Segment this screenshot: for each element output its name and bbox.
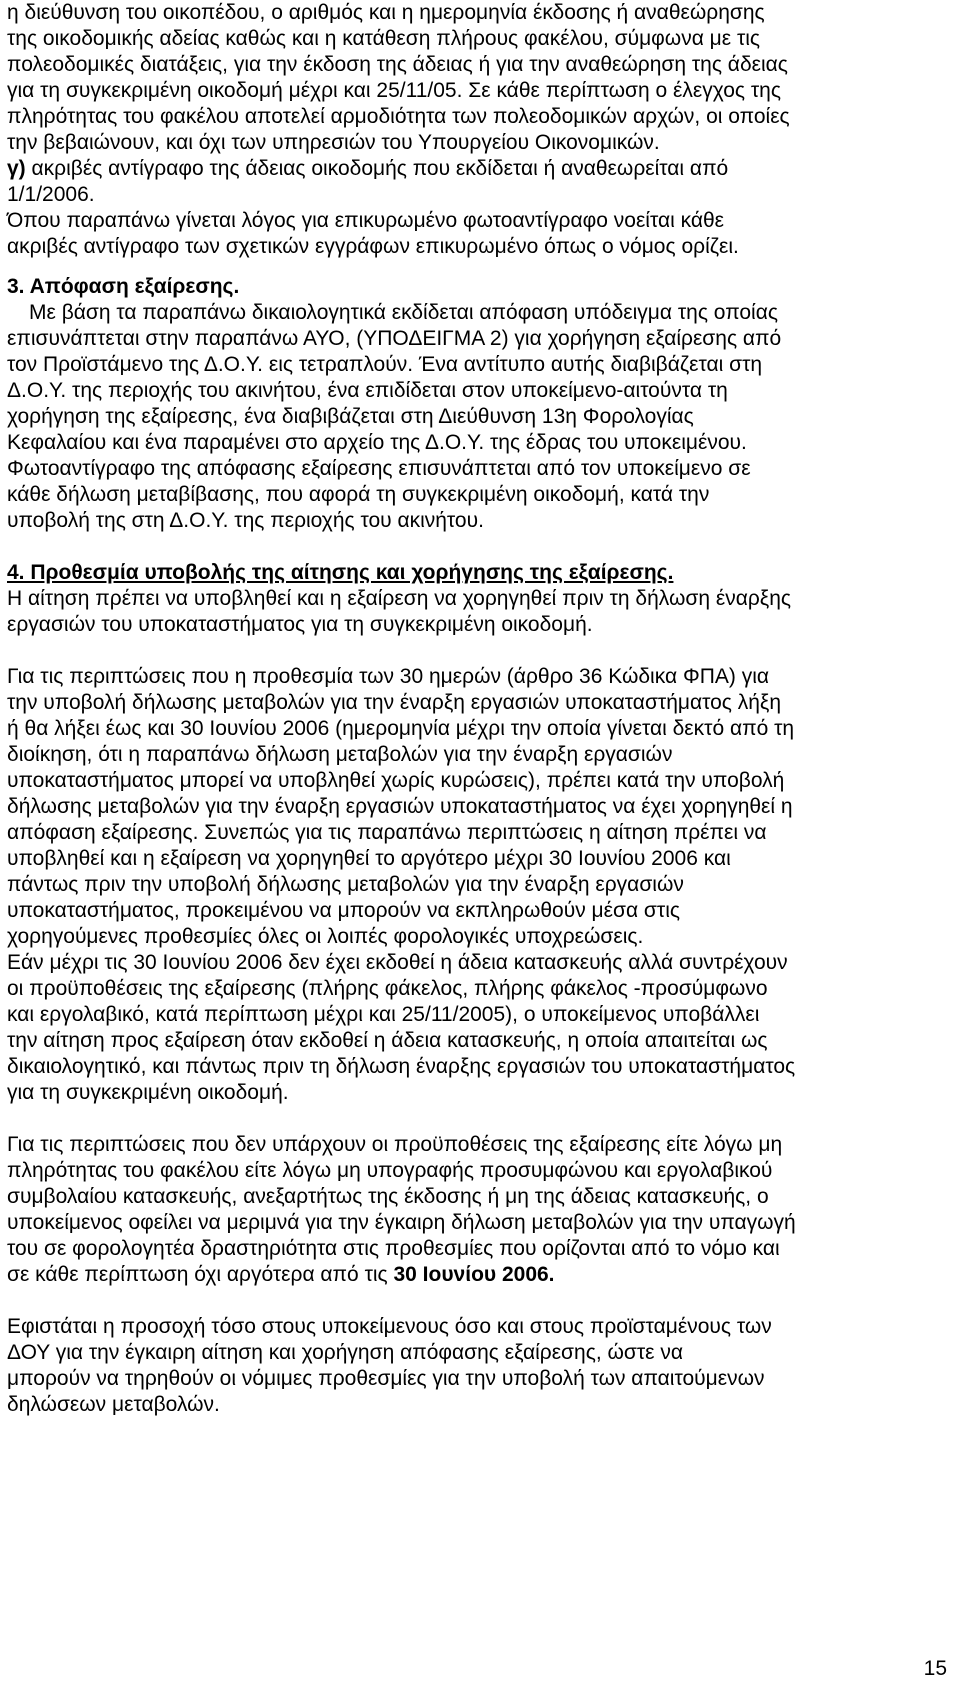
item-g-text: ακριβές αντίγραφο της άδειας οικοδομής που εκδίδεται ή αναθεωρείται από — [25, 157, 729, 180]
text-line: την υποβολή δήλωσης μεταβολών για την έναρξη εργασιών υποκαταστήματος λήξη — [7, 691, 782, 714]
text-line: Κεφαλαίου και ένα παραμένει στο αρχείο της Δ.Ο.Υ. της έδρας του υποκειμένου. — [7, 431, 747, 454]
text-line: οι προϋποθέσεις της εξαίρεσης (πλήρης φάκελος, πλήρης φάκελος -προσύμφωνο — [7, 977, 768, 1000]
text-line: δηλώσεων μεταβολών. — [7, 1393, 220, 1416]
text-line: την αίτηση προς εξαίρεση όταν εκδοθεί η άδεια κατασκευής, η οποία απαιτείται ως — [7, 1029, 768, 1052]
text-line: ακριβές αντίγραφο των σχετικών εγγράφων επικυρωμένο όπως ο νόμος ορίζει. — [7, 235, 739, 258]
text-line: υποκείμενος οφείλει να μεριμνά για την έγκαιρη δήλωση μεταβολών για την υπαγωγή — [7, 1211, 796, 1234]
deadline-30-days-paragraph — [7, 664, 945, 1106]
text-line: εργασιών του υποκαταστήματος για τη συγκεκριμένη οικοδομή. — [7, 613, 593, 636]
no-conditions-paragraph — [7, 1132, 945, 1288]
certified-copy-paragraph — [7, 208, 945, 260]
item-g-label: γ) — [7, 157, 26, 180]
text-line: της οικοδομικής αδείας καθώς και η κατάθεση πλήρους φακέλου, σύμφωνα με τις — [7, 27, 761, 50]
text-line: υποβληθεί και η εξαίρεση να χορηγηθεί το αργότερο μέχρι 30 Ιουνίου 2006 και — [7, 847, 731, 870]
text-line: Με βάση τα παραπάνω δικαιολογητικά εκδίδεται απόφαση υπόδειγμα της οποίας — [29, 301, 778, 324]
text-line: Εάν μέχρι τις 30 Ιουνίου 2006 δεν έχει εκδοθεί η άδεια κατασκευής αλλά συντρέχουν — [7, 951, 788, 974]
text-line: επισυνάπτεται στην παραπάνω ΑΥΟ, (ΥΠΟΔΕΙΓΜΑ 2) για χορήγηση εξαίρεσης από — [7, 327, 782, 350]
text-line: την βεβαιώνουν, και όχι των υπηρεσιών του Υπουργείου Οικονομικών. — [7, 131, 660, 154]
text-line: υποβολή της στη Δ.Ο.Υ. της περιοχής του ακινήτου. — [7, 509, 484, 532]
text-line: για τη συγκεκριμένη οικοδομή. — [7, 1081, 289, 1104]
text-line: χορήγηση της εξαίρεσης, ένα διαβιβάζεται στη Διεύθυνση 13η Φορολογίας — [7, 405, 694, 428]
text-line: συμβολαίου κατασκευής, ανεξαρτήτως της έκδοσης ή μη της άδειας κατασκευής, ο — [7, 1185, 769, 1208]
text-line: κάθε δήλωση μεταβίβασης, που αφορά τη συγκεκριμένη οικοδομή, κατά την — [7, 483, 710, 506]
text-line: Η αίτηση πρέπει να υποβληθεί και η εξαίρεση να χορηγηθεί πριν τη δήλωση έναρξης — [7, 587, 791, 610]
attention-paragraph — [7, 1314, 945, 1418]
page-number: 15 — [923, 1657, 947, 1680]
text-line: ή θα λήξει έως και 30 Ιουνίου 2006 (ημερομηνία μέχρι την οποία γίνεται δεκτό από τη — [7, 717, 795, 740]
text-line: ΔΟΥ για την έγκαιρη αίτηση και χορήγηση απόφασης εξαίρεσης, ώστε να — [7, 1341, 683, 1364]
deadline-date: 30 Ιουνίου 2006. — [393, 1263, 555, 1286]
text-line: διοίκηση, ότι η παραπάνω δήλωση μεταβολών για την έναρξη εργασιών — [7, 743, 673, 766]
text-line: πληρότητας του φακέλου αποτελεί αρμοδιότητα των πολεοδομικών αρχών, οι οποίες — [7, 105, 790, 128]
text-line: πληρότητας του φακέλου είτε λόγω μη υπογραφής προσυμφώνου και εργολαβικού — [7, 1159, 773, 1182]
item-g — [7, 156, 945, 208]
section-4 — [7, 560, 945, 638]
text-line: τον Προϊστάμενο της Δ.Ο.Υ. εις τετραπλούν. Ένα αντίτυπο αυτής διαβιβάζεται στη — [7, 353, 763, 376]
text-line: Για τις περιπτώσεις που η προθεσμία των 30 ημερών (άρθρο 36 Κώδικα ΦΠΑ) για — [7, 665, 769, 688]
text-line: Εφιστάται η προσοχή τόσο στους υποκείμενους όσο και στους προϊσταμένους των — [7, 1315, 772, 1338]
text-line: Φωτοαντίγραφο της απόφασης εξαίρεσης επισυνάπτεται από τον υποκείμενο σε — [7, 457, 751, 480]
text-line: Όπου παραπάνω γίνεται λόγος για επικυρωμένο φωτοαντίγραφο νοείται κάθε — [7, 209, 725, 232]
intro-paragraph — [7, 0, 945, 156]
text-line: δήλωσης μεταβολών για την έναρξη εργασιών υποκαταστήματος να έχει χορηγηθεί η — [7, 795, 793, 818]
deadline-prefix: σε κάθε περίπτωση όχι αργότερα από τις — [7, 1263, 394, 1286]
text-line: πολεοδομικές διατάξεις, για την έκδοση της άδειας ή για την αναθεώρηση της άδειας — [7, 53, 788, 76]
section-3 — [7, 274, 945, 534]
text-line: Δ.Ο.Υ. της περιοχής του ακινήτου, ένα επιδίδεται στον υποκείμενο-αιτούντα τη — [7, 379, 728, 402]
text-line: πάντως πριν την υποβολή δήλωσης μεταβολών για την έναρξη εργασιών — [7, 873, 684, 896]
text-line: απόφαση εξαίρεσης. Συνεπώς για τις παραπάνω περιπτώσεις η αίτηση πρέπει να — [7, 821, 767, 844]
text-line: δικαιολογητικό, και πάντως πριν τη δήλωση έναρξης εργασιών του υποκαταστήματος — [7, 1055, 796, 1078]
text-line — [7, 1262, 945, 1288]
text-line: για τη συγκεκριμένη οικοδομή μέχρι και 25/11/05. Σε κάθε περίπτωση ο έλεγχος της — [7, 79, 781, 102]
text-line: υποκαταστήματος μπορεί να υποβληθεί χωρίς κυρώσεις), πρέπει κατά την υποβολή — [7, 769, 785, 792]
text-line: Για τις περιπτώσεις που δεν υπάρχουν οι προϋποθέσεις της εξαίρεσης είτε λόγω μη — [7, 1133, 783, 1156]
text-line: υποκαταστήματος, προκειμένου να μπορούν να εκπληρωθούν μέσα στις — [7, 899, 680, 922]
text-line: μπορούν να τηρηθούν οι νόμιμες προθεσμίες για την υποβολή των απαιτούμενων — [7, 1367, 765, 1390]
section-3-heading: 3. Απόφαση εξαίρεσης. — [7, 275, 240, 298]
text-line: χορηγούμενες προθεσμίες όλες οι λοιπές φορολογικές υποχρεώσεις. — [7, 925, 644, 948]
text-line: και εργολαβικό, κατά περίπτωση μέχρι και 25/11/2005), ο υποκείμενος υποβάλλει — [7, 1003, 760, 1026]
text-line — [7, 156, 945, 182]
text-line: του σε φορολογητέα δραστηριότητα στις προθεσμίες που ορίζονται από το νόμο και — [7, 1237, 780, 1260]
text-line: 1/1/2006. — [7, 183, 95, 206]
text-line: η διεύθυνση του οικοπέδου, ο αριθμός και η ημερομηνία έκδοσης ή αναθεώρησης — [7, 1, 765, 24]
section-4-heading: 4. Προθεσμία υποβολής της αίτησης και χορήγησης της εξαίρεσης. — [7, 561, 674, 584]
document-body — [7, 0, 945, 1418]
